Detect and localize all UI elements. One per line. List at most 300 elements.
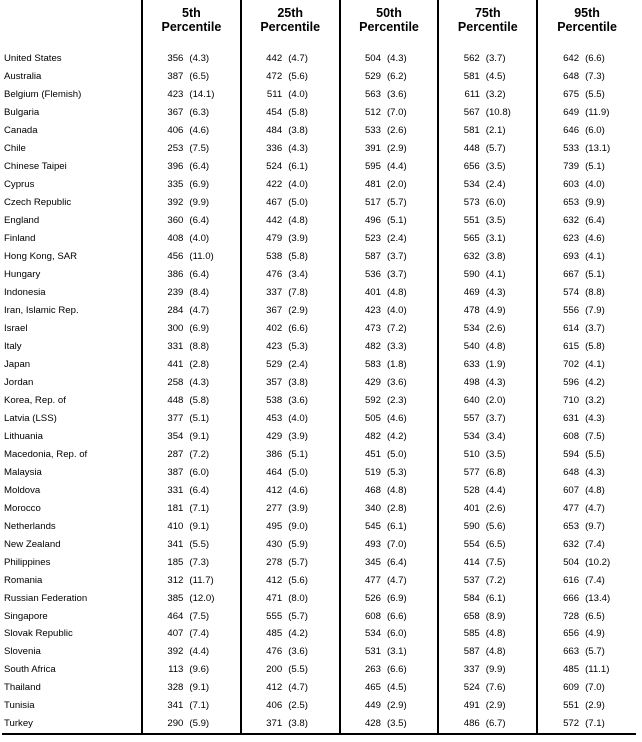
table-row [2,715,636,734]
table-row [2,643,636,661]
percentile-cell [537,122,636,140]
standard-error: (4.0) [288,179,308,191]
score-value: 538 [266,394,283,406]
percentile-cell [537,427,636,445]
standard-error: (2.9) [585,700,605,712]
table-row [2,212,636,230]
score-value: 360 [167,215,184,227]
score-value: 592 [364,394,381,406]
percentile-cell [537,140,636,158]
standard-error: (10.2) [585,556,611,568]
percentile-cell [340,68,439,86]
standard-error: (14.1) [189,89,215,101]
standard-error: (3.6) [386,89,407,101]
score-value: 340 [364,502,381,514]
percentile-cell [340,194,439,212]
table-row [2,445,636,463]
standard-error: (3.7) [585,323,605,335]
score-value: 482 [364,340,381,352]
percentile-cell [438,338,537,356]
standard-error: (5.6) [288,71,308,83]
score-value: 663 [563,646,580,658]
standard-error: (6.0) [485,197,506,209]
country-cell: Israel [4,323,28,335]
percentile-cell [241,409,340,427]
score-value: 658 [463,610,480,622]
table-row [2,517,636,535]
standard-error: (4.9) [585,628,605,640]
standard-error: (10.8) [485,107,511,119]
score-value: 710 [563,394,580,406]
standard-error: (5.1) [585,269,605,281]
score-value: 406 [167,125,184,137]
standard-error: (7.4) [585,538,605,550]
score-value: 517 [364,197,381,209]
standard-error: (4.2) [386,430,407,442]
table-body [2,50,636,734]
table-row [2,571,636,589]
country-cell: Turkey [2,715,142,734]
standard-error: (6.1) [485,592,506,604]
percentile-cell [340,481,439,499]
percentile-cell [142,463,241,481]
header-spacer [2,38,636,50]
standard-error: (8.4) [189,287,210,299]
score-value: 524 [266,161,283,173]
table-row [2,176,636,194]
country-cell: Morocco [4,502,41,514]
score-value: 574 [563,287,580,299]
percentile-cell [142,697,241,715]
percentile-cell [537,50,636,68]
score-value: 239 [167,287,184,299]
score-value: 534 [364,628,381,640]
country-cell: United States [4,53,62,65]
standard-error: (5.7) [585,646,605,658]
standard-error: (6.4) [189,215,210,227]
percentile-cell [142,176,241,194]
standard-error: (4.0) [585,179,605,191]
percentile-cell [142,373,241,391]
header-50th-percentile: 50th Percentile [340,0,439,38]
standard-error: (7.1) [189,700,210,712]
score-value: 478 [463,305,480,317]
percentile-cell [438,607,537,625]
country-cell: Canada [4,125,38,137]
standard-error: (7.2) [189,448,210,460]
percentile-cell [142,427,241,445]
percentile-cell [438,86,537,104]
percentile-cell [142,409,241,427]
table-row [2,481,636,499]
percentile-cell [340,553,439,571]
standard-error: (3.6) [288,646,308,658]
score-value: 412 [266,484,283,496]
score-value: 287 [167,448,184,460]
percentile-cell [241,86,340,104]
percentile-cell [438,391,537,409]
standard-error: (7.4) [585,574,605,586]
standard-error: (5.6) [288,574,308,586]
percentile-cell [340,266,439,284]
percentile-cell [142,355,241,373]
standard-error: (9.1) [189,430,210,442]
standard-error: (5.6) [485,520,506,532]
percentile-cell [537,302,636,320]
table-row [2,68,636,86]
standard-error: (7.3) [189,556,210,568]
percentile-cell [142,481,241,499]
percentile-cell [241,589,340,607]
standard-error: (2.9) [386,143,407,155]
standard-error: (2.3) [386,394,407,406]
standard-error: (4.0) [288,412,308,424]
score-value: 583 [364,358,381,370]
standard-error: (4.3) [189,376,210,388]
percentile-cell [438,715,537,734]
percentile-cell [241,517,340,535]
standard-error: (4.3) [485,287,506,299]
percentile-cell [537,661,636,679]
score-value: 642 [563,53,580,65]
score-value: 565 [463,233,480,245]
standard-error: (3.8) [485,251,506,263]
country-cell: Iran, Islamic Rep. [4,305,79,317]
percentile-cell [438,194,537,212]
standard-error: (3.5) [485,215,506,227]
score-value: 551 [463,215,480,227]
score-value: 587 [463,646,480,658]
percentile-cell [537,104,636,122]
standard-error: (6.0) [189,466,210,478]
country-cell: England [4,215,40,227]
standard-error: (4.1) [585,358,605,370]
header-5th-percentile: 5th Percentile [142,0,241,38]
percentile-cell [537,697,636,715]
percentile-cell [438,68,537,86]
percentile-cell [537,230,636,248]
percentile-cell [537,248,636,266]
percentile-cell [241,625,340,643]
country-cell: New Zealand [4,538,61,550]
standard-error: (3.5) [485,161,506,173]
score-value: 485 [266,628,283,640]
score-value: 414 [463,556,480,568]
standard-error: (4.3) [585,466,605,478]
standard-error: (3.1) [485,233,506,245]
percentile-cell [537,571,636,589]
standard-error: (9.1) [189,682,210,694]
standard-error: (5.8) [189,394,210,406]
percentile-cell [241,643,340,661]
percentile-cell [142,68,241,86]
percentile-cell [340,409,439,427]
percentile-cell [340,571,439,589]
score-value: 573 [463,197,480,209]
percentile-cell [438,104,537,122]
percentile-cell [241,553,340,571]
country-cell: Czech Republic [4,197,72,209]
percentile-cell [241,338,340,356]
percentile-cell [537,643,636,661]
standard-error: (8.8) [189,340,210,352]
score-value: 648 [563,466,580,478]
standard-error: (4.4) [485,484,506,496]
score-value: 528 [463,484,480,496]
score-value: 577 [463,466,480,478]
country-cell: Tunisia [4,700,35,712]
country-cell: Jordan [4,376,34,388]
score-value: 422 [266,179,283,191]
percentile-cell [142,320,241,338]
percentile-cell [438,158,537,176]
table-row [2,302,636,320]
score-value: 331 [167,340,184,352]
score-value: 595 [364,161,381,173]
table-row [2,230,636,248]
score-value: 667 [563,269,580,281]
score-value: 412 [266,574,283,586]
standard-error: (5.8) [585,340,605,352]
score-value: 448 [463,143,480,155]
percentile-cell [241,661,340,679]
country-cell: Thailand [4,682,41,694]
standard-error: (3.6) [288,394,308,406]
table-row [2,194,636,212]
percentile-cell [241,212,340,230]
standard-error: (3.7) [485,412,506,424]
country-cell: Japan [4,358,31,370]
standard-error: (4.8) [386,287,407,299]
score-value: 410 [167,520,184,532]
percentile-cell [537,409,636,427]
table-row [2,697,636,715]
standard-error: (2.8) [189,358,210,370]
standard-error: (5.5) [288,664,308,676]
percentile-cell [241,50,340,68]
table-row [2,266,636,284]
score-value: 200 [266,664,283,676]
percentile-cell [142,266,241,284]
percentile-cell [438,248,537,266]
standard-error: (4.1) [485,269,506,281]
score-value: 510 [463,448,480,460]
table-row [2,625,636,643]
score-value: 519 [364,466,381,478]
standard-error: (3.4) [485,430,506,442]
score-value: 476 [266,269,283,281]
standard-error: (5.1) [386,215,407,227]
standard-error: (4.3) [288,143,308,155]
standard-error: (2.0) [485,394,506,406]
standard-error: (6.5) [189,71,210,83]
standard-error: (3.8) [288,376,308,388]
percentile-cell [142,158,241,176]
country-cell: Hungary [4,269,41,281]
country-cell: Lithuania [4,430,43,442]
standard-error: (3.7) [485,53,506,65]
percentile-cell [537,535,636,553]
country-cell: Slovenia [4,646,41,658]
score-value: 290 [167,718,184,730]
table-row [2,140,636,158]
standard-error: (4.8) [288,215,308,227]
standard-error: (6.9) [189,323,210,335]
percentile-cell [340,248,439,266]
score-value: 538 [266,251,283,263]
percentile-cell [438,481,537,499]
standard-error: (6.4) [189,484,210,496]
country-cell: Philippines [4,556,51,568]
score-value: 529 [364,71,381,83]
score-value: 614 [563,323,580,335]
standard-error: (9.9) [485,664,506,676]
table-row [2,535,636,553]
score-value: 113 [168,664,184,676]
percentile-cell [340,104,439,122]
score-value: 468 [364,484,381,496]
score-value: 540 [463,340,480,352]
standard-error: (2.9) [485,700,506,712]
score-value: 640 [463,394,480,406]
standard-error: (4.5) [386,682,407,694]
standard-error: (4.6) [288,484,308,496]
standard-error: (12.0) [189,592,215,604]
percentile-cell [537,194,636,212]
standard-error: (4.4) [189,646,210,658]
percentile-cell [537,391,636,409]
header-row [2,0,636,38]
score-value: 531 [364,646,381,658]
score-value: 609 [563,682,580,694]
percentile-cell [438,50,537,68]
score-value: 392 [167,197,184,209]
percentile-cell [241,194,340,212]
score-value: 391 [364,143,381,155]
table-row [2,104,636,122]
percentile-cell [142,679,241,697]
percentile-cell [241,122,340,140]
score-value: 495 [266,520,283,532]
percentile-cell [142,212,241,230]
score-value: 408 [167,233,184,245]
score-value: 557 [463,412,480,424]
score-value: 357 [266,376,283,388]
country-cell: Latvia (LSS) [4,412,57,424]
percentile-cell [340,499,439,517]
percentile-cell [340,715,439,734]
table-row [2,248,636,266]
percentile-cell [438,355,537,373]
score-value: 337 [266,287,283,299]
standard-error: (6.9) [189,179,210,191]
standard-error: (5.8) [288,107,308,119]
country-cell: Macedonia, Rep. of [4,448,88,460]
score-value: 377 [167,412,184,424]
standard-error: (6.6) [386,664,407,676]
score-value: 428 [364,718,381,730]
score-value: 493 [364,538,381,550]
standard-error: (3.5) [485,448,506,460]
score-value: 603 [563,179,580,191]
percentile-cell [142,86,241,104]
percentile-cell [340,625,439,643]
score-value: 477 [563,502,580,514]
score-value: 473 [364,323,381,335]
percentile-cell [241,230,340,248]
percentile-cell [142,715,241,734]
score-value: 467 [266,197,283,209]
standard-error: (4.4) [386,161,407,173]
score-value: 632 [563,215,580,227]
standard-error: (2.9) [288,305,308,317]
standard-error: (5.3) [386,466,407,478]
percentile-cell [537,553,636,571]
percentile-cell [142,625,241,643]
percentile-cell [340,338,439,356]
score-value: 441 [167,358,184,370]
standard-error: (6.7) [485,718,506,730]
score-value: 533 [563,143,580,155]
percentile-cell [340,517,439,535]
country-cell: Indonesia [4,287,46,299]
percentile-cell [241,355,340,373]
percentile-cell [241,68,340,86]
percentile-cell [241,284,340,302]
standard-error: (7.2) [485,574,506,586]
standard-error: (9.0) [288,520,308,532]
percentile-cell [438,625,537,643]
score-value: 387 [167,466,184,478]
score-value: 465 [364,682,381,694]
percentile-cell [537,517,636,535]
standard-error: (9.7) [585,520,605,532]
score-value: 533 [364,125,381,137]
standard-error: (4.7) [189,305,210,317]
score-value: 587 [364,251,381,263]
score-value: 284 [167,305,184,317]
percentile-cell [142,499,241,517]
standard-error: (6.4) [189,269,210,281]
score-value: 646 [563,125,580,137]
score-value: 371 [266,718,283,730]
table-row [2,607,636,625]
score-value: 693 [563,251,580,263]
percentile-cell [537,158,636,176]
standard-error: (6.6) [386,610,407,622]
score-value: 611 [464,89,480,101]
table-row [2,122,636,140]
percentile-cell [142,571,241,589]
standard-error: (6.4) [585,215,605,227]
standard-error: (3.8) [288,125,308,137]
score-value: 616 [563,574,580,586]
score-value: 632 [563,538,580,550]
percentile-cell [241,445,340,463]
score-value: 484 [266,125,283,137]
table-row [2,338,636,356]
standard-error: (3.7) [386,269,407,281]
table-row [2,679,636,697]
standard-error: (5.0) [288,466,308,478]
score-value: 412 [266,682,283,694]
standard-error: (1.9) [485,358,506,370]
percentile-cell [340,589,439,607]
table-row [2,86,636,104]
score-value: 407 [167,628,184,640]
percentile-cell [340,463,439,481]
score-value: 567 [463,107,480,119]
